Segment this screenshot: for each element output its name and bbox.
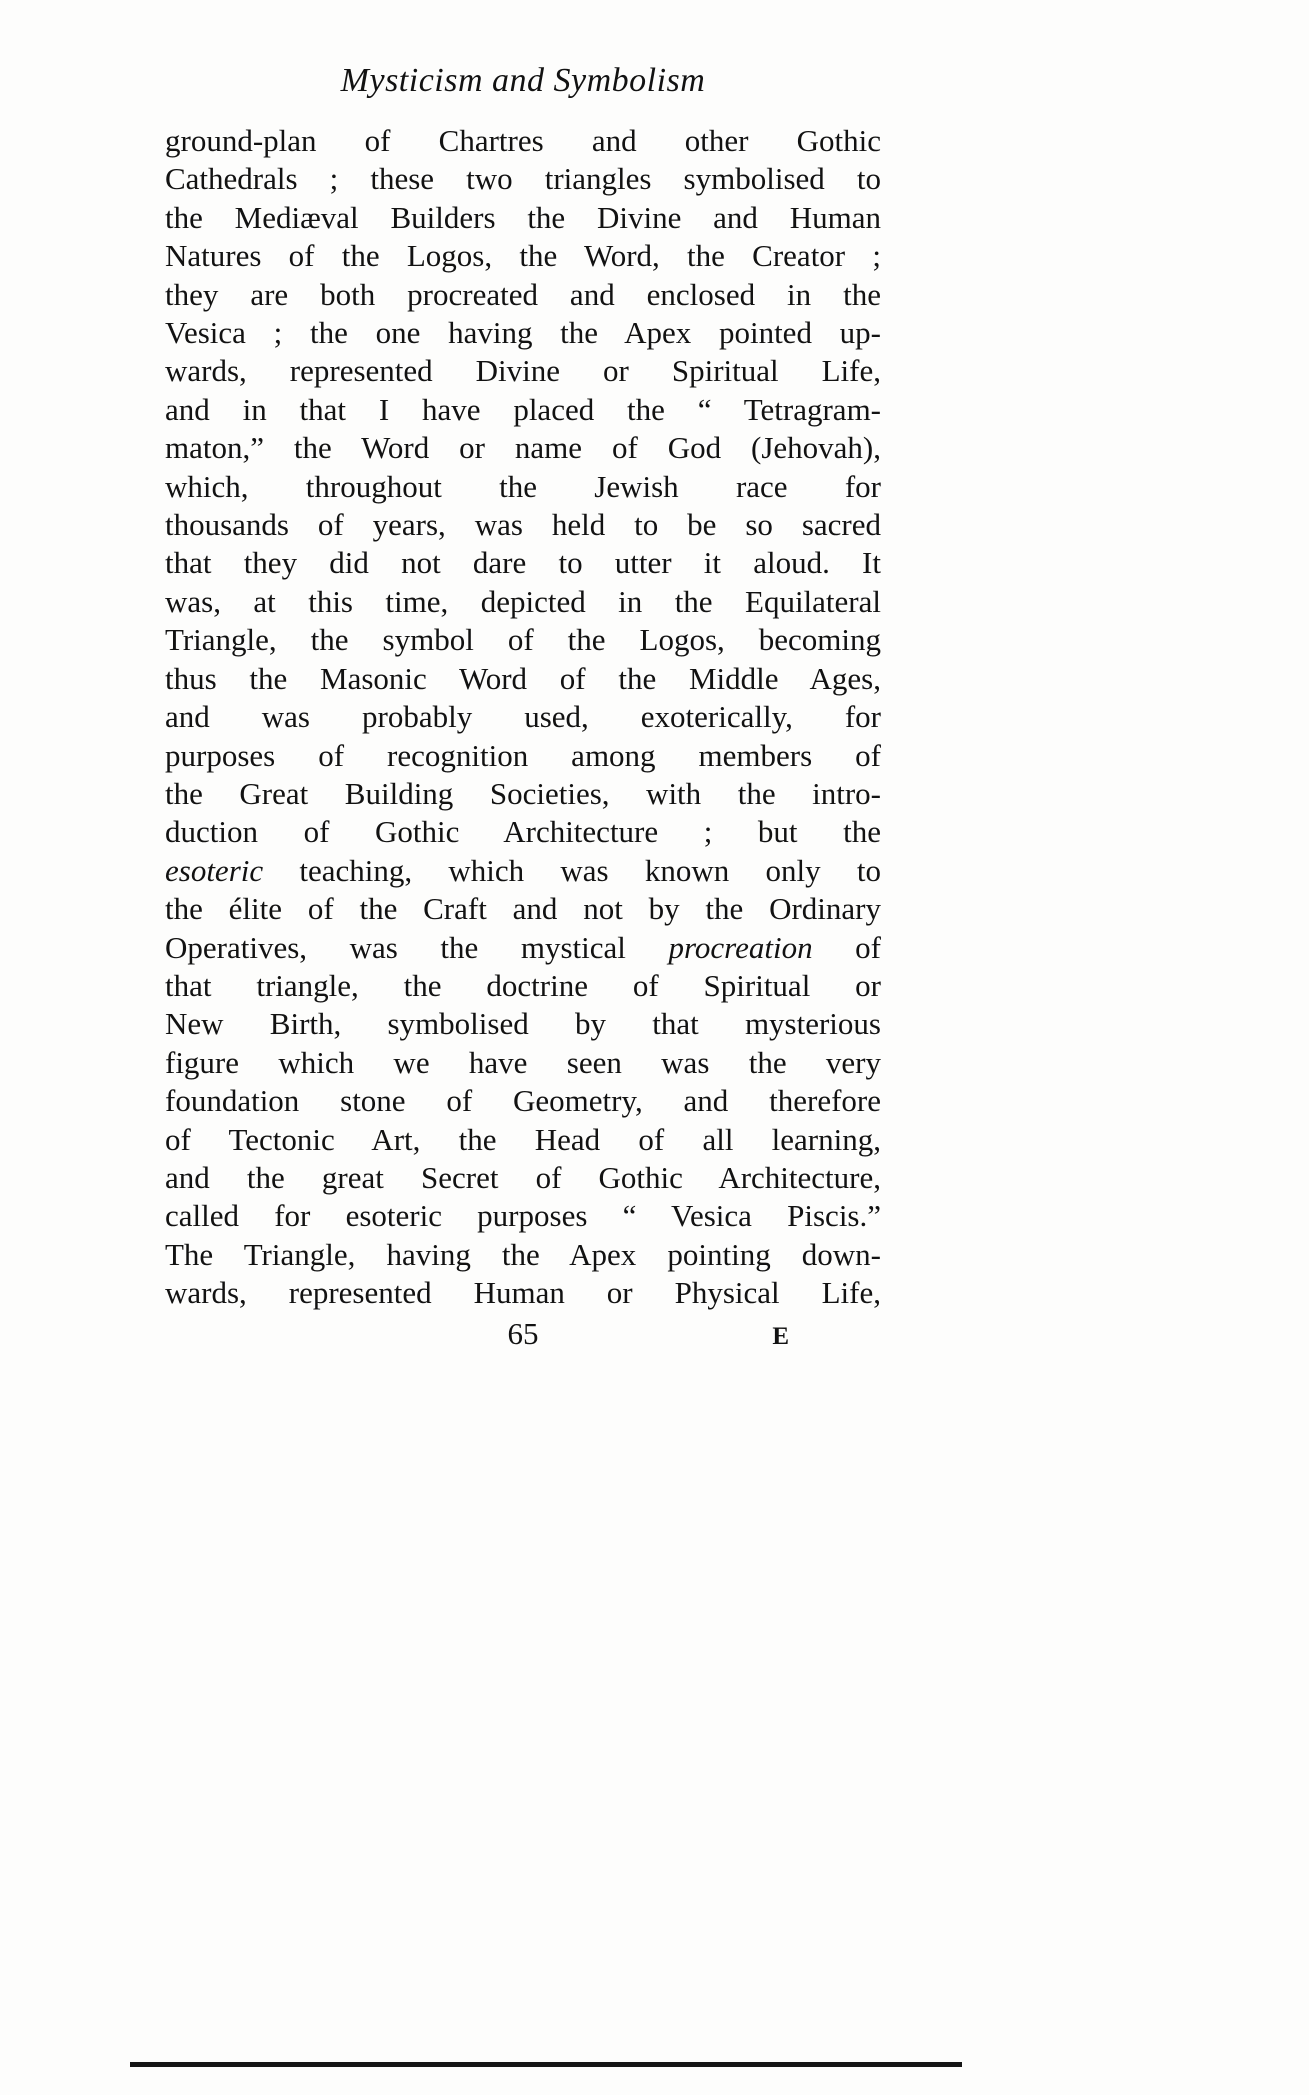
- text-line: [165, 1005, 881, 1043]
- text-line: [165, 429, 881, 467]
- text-segment: Triangle, the symbol of the Logos, becoming: [165, 622, 881, 658]
- text-segment: which, throughout the Jewish race for: [165, 468, 881, 504]
- page-footer: [165, 1315, 881, 1355]
- text-line: [165, 621, 881, 659]
- text-line: [165, 1121, 881, 1159]
- text-line: [165, 314, 881, 352]
- text-segment: the Mediæval Builders the Divine and Human: [165, 199, 881, 235]
- text-line: [165, 929, 881, 967]
- text-line: [165, 660, 881, 698]
- text-segment: The Triangle, having the Apex pointing down-: [165, 1236, 881, 1272]
- text-line: [165, 237, 881, 275]
- text-segment: Cathedrals ; these two triangles symbolised to: [165, 161, 881, 197]
- text-segment: Natures of the Logos, the Word, the Creator ;: [165, 238, 881, 274]
- text-segment: ground-plan of Chartres and other Gothic: [165, 123, 881, 158]
- running-head: Mysticism and Symbolism: [340, 62, 706, 99]
- text-line: [165, 391, 881, 429]
- text-segment: foundation stone of Geometry, and therefore: [165, 1083, 881, 1119]
- text-segment: they are both procreated and enclosed in the: [165, 276, 881, 312]
- text-segment: of Tectonic Art, the Head of all learning,: [165, 1121, 881, 1157]
- text-segment: that they did not dare to utter it aloud. It: [165, 545, 881, 581]
- text-line: [165, 199, 881, 237]
- bottom-scan-rule: [130, 2062, 962, 2067]
- page-number: 65: [507, 1315, 539, 1351]
- text-line: [165, 506, 881, 544]
- text-line: [165, 276, 881, 314]
- text-segment: thousands of years, was held to be so sacred: [165, 507, 881, 543]
- text-segment: and was probably used, exoterically, for: [165, 699, 881, 735]
- text-line: [165, 1236, 881, 1274]
- text-line: [165, 1082, 881, 1120]
- text-line: [165, 352, 881, 390]
- text-segment: purposes of recognition among members of: [165, 737, 881, 773]
- text-line: [165, 967, 881, 1005]
- text-line: [165, 890, 881, 928]
- signature-mark: E: [772, 1322, 789, 1350]
- text-line: [165, 737, 881, 775]
- text-segment: wards, represented Human or Physical Life,: [165, 1275, 881, 1311]
- italic-text-segment: esoteric: [165, 852, 264, 888]
- text-segment: thus the Masonic Word of the Middle Ages,: [165, 660, 881, 696]
- text-segment: was, at this time, depicted in the Equilateral: [165, 583, 881, 619]
- body-text: [165, 122, 881, 1355]
- text-line: [165, 698, 881, 736]
- text-segment: the Great Building Societies, with the intro-: [165, 775, 881, 811]
- italic-text-segment: procreation: [668, 929, 813, 965]
- text-segment: New Birth, symbolised by that mysterious: [165, 1006, 881, 1042]
- text-segment: Operatives, was the mystical: [165, 929, 669, 965]
- text-line: [165, 1044, 881, 1082]
- text-line: [165, 852, 881, 890]
- text-segment: of: [812, 929, 881, 965]
- text-segment: wards, represented Divine or Spiritual Life,: [165, 353, 881, 389]
- text-line: [165, 544, 881, 582]
- text-line: [165, 775, 881, 813]
- text-line: [165, 122, 881, 160]
- text-segment: called for esoteric purposes “ Vesica Piscis.”: [165, 1198, 881, 1234]
- text-line: [165, 160, 881, 198]
- text-line: [165, 468, 881, 506]
- text-segment: and the great Secret of Gothic Architecture,: [165, 1159, 881, 1195]
- text-segment: maton,” the Word or name of God (Jehovah),: [165, 430, 881, 466]
- text-segment: Vesica ; the one having the Apex pointed up-: [165, 315, 881, 351]
- text-line: [165, 1197, 881, 1235]
- text-segment: and in that I have placed the “ Tetragram-: [165, 391, 881, 427]
- text-segment: teaching, which was known only to: [263, 852, 881, 888]
- text-segment: figure which we have seen was the very: [165, 1044, 881, 1080]
- text-segment: that triangle, the doctrine of Spiritual or: [165, 967, 881, 1003]
- text-segment: the élite of the Craft and not by the Ordinary: [165, 891, 881, 927]
- text-segment: duction of Gothic Architecture ; but the: [165, 814, 881, 850]
- text-line: [165, 1159, 881, 1197]
- text-line: [165, 1274, 881, 1312]
- text-line: [165, 813, 881, 851]
- text-line: [165, 583, 881, 621]
